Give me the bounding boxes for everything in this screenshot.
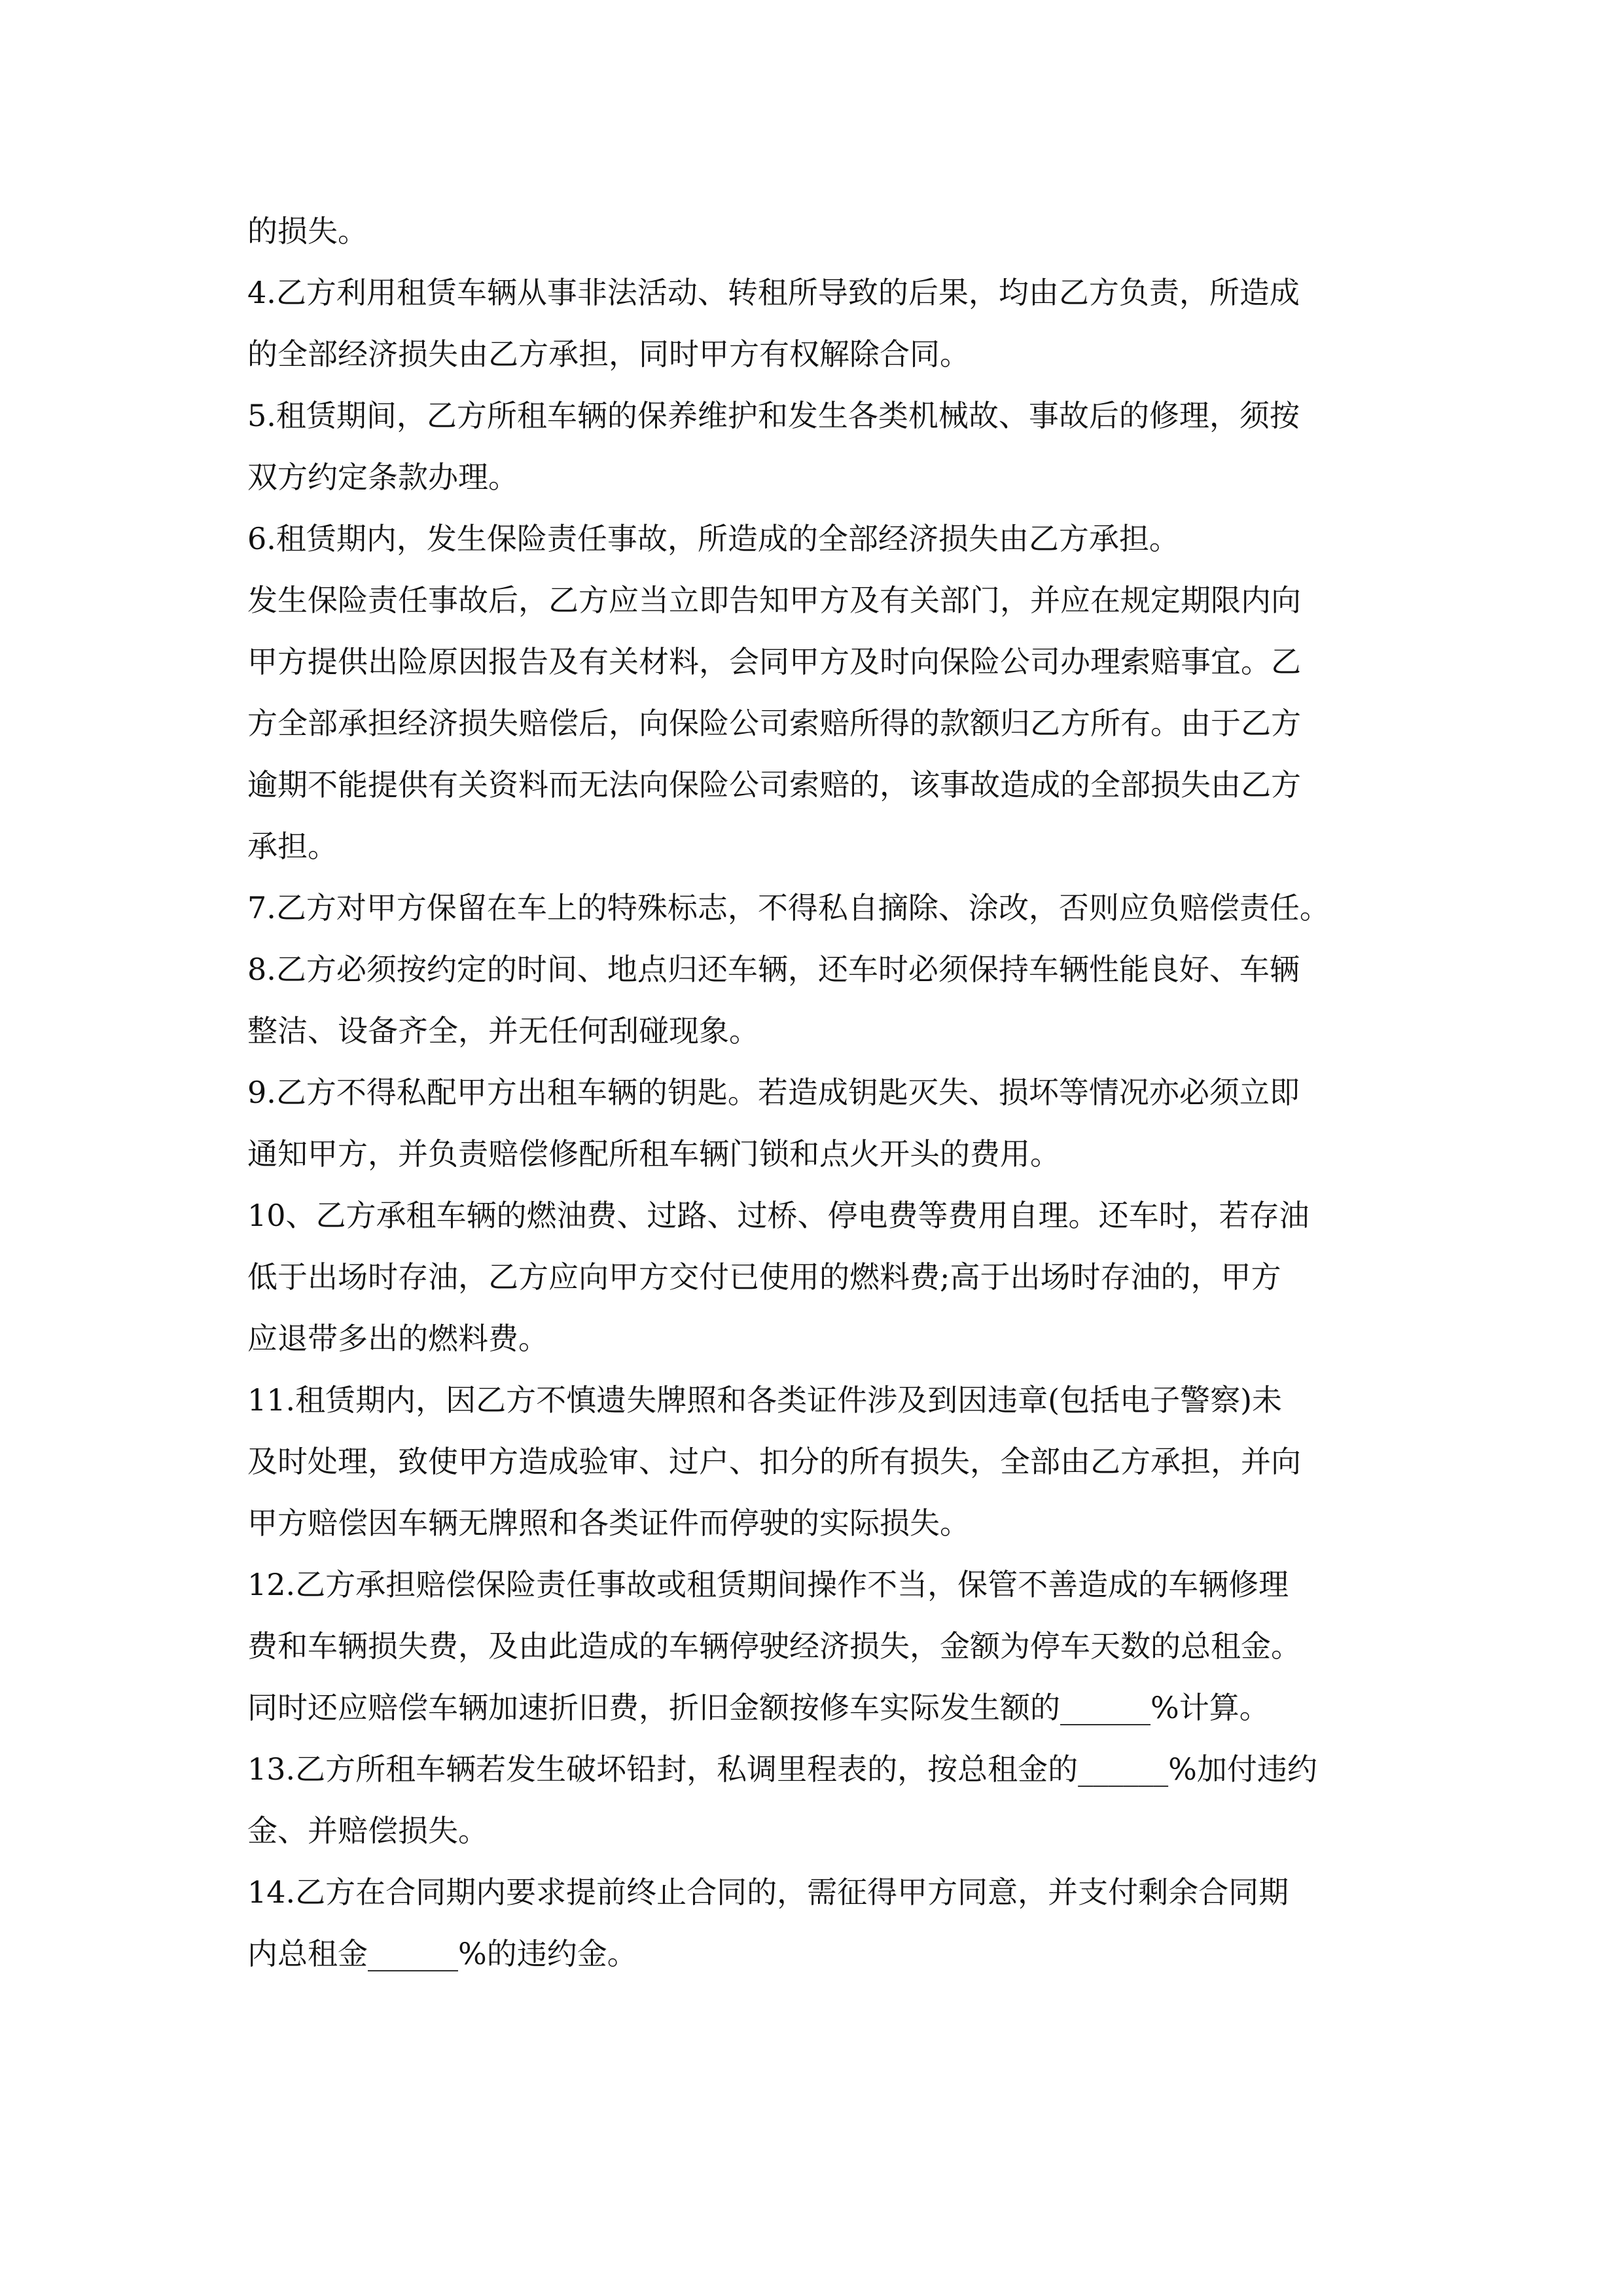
- clause-10-line-3: 应退带多出的燃料费。: [247, 1321, 548, 1356]
- clause-5-line-1: 5.租赁期间，乙方所租车辆的保养维护和发生各类机械故、事故后的修理，须按: [247, 398, 1300, 433]
- clause-7-line-1: 7.乙方对甲方保留在车上的特殊标志，不得私自摘除、涂改，否则应负赔偿责任。: [247, 890, 1330, 925]
- clause-5-line-2: 双方约定条款办理。: [247, 459, 518, 495]
- text-line: 的损失。: [247, 213, 368, 249]
- clause-9-line-1: 9.乙方不得私配甲方出租车辆的钥匙。若造成钥匙灭失、损坏等情况亦必须立即: [247, 1075, 1300, 1110]
- clause-14-line-2: 内总租金______%的违约金。: [247, 1936, 637, 1971]
- clause-8-line-1: 8.乙方必须按约定的时间、地点归还车辆，还车时必须保持车辆性能良好、车辆: [247, 952, 1300, 987]
- clause-14-line-1: 14.乙方在合同期内要求提前终止合同的，需征得甲方同意，并支付剩余合同期: [247, 1874, 1289, 1910]
- clause-6-line-6: 承担。: [247, 829, 338, 864]
- clause-4-line-2: 的全部经济损失由乙方承担，同时甲方有权解除合同。: [247, 336, 970, 372]
- document-body: [247, 200, 1373, 1984]
- clause-4-line-1: 4.乙方利用租赁车辆从事非法活动、转租所导致的后果，均由乙方负责，所造成: [247, 275, 1300, 310]
- clause-12-line-1: 12.乙方承担赔偿保险责任事故或租赁期间操作不当，保管不善造成的车辆修理: [247, 1567, 1289, 1602]
- clause-13-line-2: 金、并赔偿损失。: [247, 1813, 488, 1848]
- clause-10-line-1: 10、乙方承租车辆的燃油费、过路、过桥、停电费等费用自理。还车时，若存油: [247, 1198, 1310, 1233]
- clause-10-line-2: 低于出场时存油，乙方应向甲方交付已使用的燃料费;高于出场时存油的，甲方: [247, 1259, 1281, 1295]
- clause-6-line-5: 逾期不能提供有关资料而无法向保险公司索赔的，该事故造成的全部损失由乙方: [247, 767, 1301, 802]
- clause-11-line-2: 及时处理，致使甲方造成验审、过户、扣分的所有损失，全部由乙方承担，并向: [247, 1444, 1301, 1479]
- clause-12-line-2: 费和车辆损失费，及由此造成的车辆停驶经济损失，金额为停车天数的总租金。: [247, 1628, 1301, 1664]
- clause-11-line-1: 11.租赁期内，因乙方不慎遗失牌照和各类证件涉及到因违章(包括电子警察)未: [247, 1382, 1283, 1418]
- clause-6-line-1: 6.租赁期内，发生保险责任事故，所造成的全部经济损失由乙方承担。: [247, 521, 1179, 556]
- clause-9-line-2: 通知甲方，并负责赔偿修配所租车辆门锁和点火开头的费用。: [247, 1136, 1060, 1172]
- clause-6-line-2: 发生保险责任事故后，乙方应当立即告知甲方及有关部门，并应在规定期限内向: [247, 583, 1301, 618]
- clause-8-line-2: 整洁、设备齐全，并无任何刮碰现象。: [247, 1013, 759, 1049]
- clause-12-line-3: 同时还应赔偿车辆加速折旧费，折旧金额按修车实际发生额的______%计算。: [247, 1690, 1270, 1725]
- clause-6-line-3: 甲方提供出险原因报告及有关材料，会同甲方及时向保险公司办理索赔事宜。乙: [247, 644, 1301, 679]
- clause-6-line-4: 方全部承担经济损失赔偿后，向保险公司索赔所得的款额归乙方所有。由于乙方: [247, 706, 1301, 741]
- clause-13-line-1: 13.乙方所租车辆若发生破坏铅封，私调里程表的，按总租金的______%加付违约: [247, 1751, 1317, 1787]
- clause-11-line-3: 甲方赔偿因车辆无牌照和各类证件而停驶的实际损失。: [247, 1505, 970, 1541]
